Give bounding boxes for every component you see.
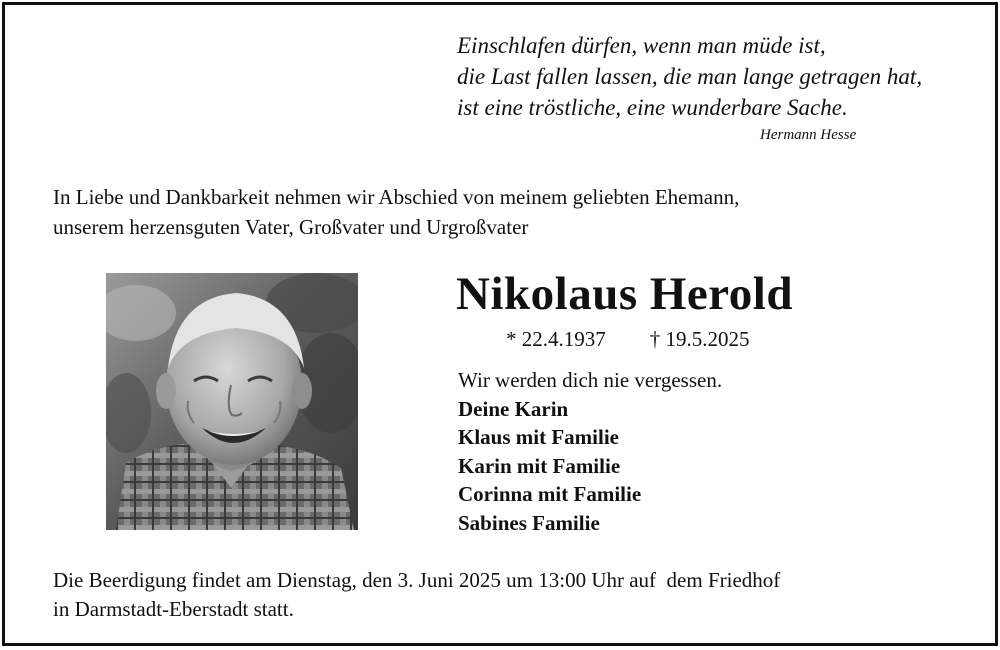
- quote-line: die Last fallen lassen, die man lange getragen hat,: [457, 64, 923, 89]
- portrait-photo: [106, 273, 358, 530]
- mourners-list: [458, 366, 722, 537]
- life-dates: [506, 325, 750, 353]
- intro-line: unserem herzensguten Vater, Großvater und Urgroßvater: [53, 215, 529, 239]
- birth-date: * 22.4.1937: [506, 327, 606, 351]
- mourner-name: Klaus mit Familie: [458, 425, 619, 449]
- death-date: † 19.5.2025: [649, 327, 750, 351]
- mourner-name: Corinna mit Familie: [458, 482, 642, 506]
- funeral-line: Die Beerdigung findet am Dienstag, den 3. Juni 2025 um 13:00 Uhr auf dem Friedhof: [53, 568, 781, 592]
- farewell-line: Wir werden dich nie vergessen.: [458, 368, 723, 392]
- quote-author: Hermann Hesse: [760, 127, 857, 143]
- mourner-name: Karin mit Familie: [458, 453, 621, 478]
- portrait-illustration: [106, 273, 358, 530]
- mourner-name: Deine Karin: [458, 396, 569, 421]
- intro-text: [53, 182, 739, 242]
- mourner-name: Sabines Familie: [458, 510, 600, 535]
- deceased-name: Nikolaus Herold: [456, 268, 794, 320]
- epigraph-quote: [457, 30, 927, 123]
- intro-line: In Liebe und Dankbarkeit nehmen wir Abschied von meinem geliebten Ehemann,: [53, 185, 740, 209]
- funeral-info: [53, 566, 780, 624]
- quote-line: ist eine tröstliche, eine wunderbare Sache.: [457, 95, 848, 120]
- quote-line: Einschlafen dürfen, wenn man müde ist,: [457, 33, 826, 58]
- funeral-line: in Darmstadt-Eberstadt statt.: [53, 597, 294, 621]
